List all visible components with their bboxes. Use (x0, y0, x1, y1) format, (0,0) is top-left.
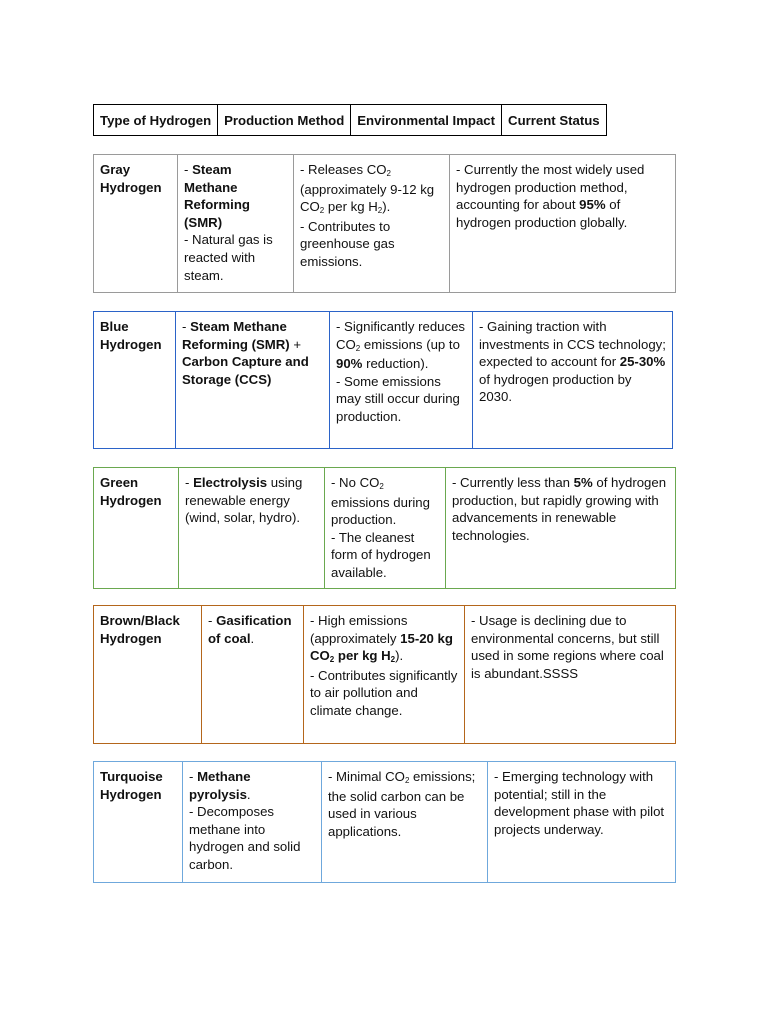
type-cell: Blue Hydrogen (94, 312, 176, 449)
brown-black-hydrogen-table (93, 605, 676, 744)
table-row (94, 762, 676, 883)
status-cell: - Usage is declining due to environmental concerns, but still used in some regions where coal is abundant.SSSS (465, 606, 676, 744)
impact-cell: - High emissions (approximately 15-20 kg $CO_2$ per kg $H_2$). - Contributes significantly to air pollution and climate change. (304, 606, 465, 744)
status-cell: - Currently the most widely used hydrogen production method, accounting for about 95% of hydrogen production globally. (450, 155, 676, 293)
method-cell: - Steam Methane Reforming (SMR) - Natural gas is reacted with steam. (178, 155, 294, 293)
impact-cell: - Significantly reduces $CO_2$ emissions (up to 90% reduction). - Some emissions may still occur during production. (330, 312, 473, 449)
header-type: Type of Hydrogen (94, 105, 218, 136)
header-impact: Environmental Impact (351, 105, 502, 136)
type-cell: Turquoise Hydrogen (94, 762, 183, 883)
type-cell: Gray Hydrogen (94, 155, 178, 293)
table-row (94, 468, 676, 589)
turquoise-hydrogen-table (93, 761, 676, 883)
table-row (94, 155, 676, 293)
type-cell: Green Hydrogen (94, 468, 179, 589)
header-status: Current Status (502, 105, 607, 136)
method-cell: - Gasification of coal. (202, 606, 304, 744)
method-cell: - Electrolysis using renewable energy (wind, solar, hydro). (179, 468, 325, 589)
method-cell: - Methane pyrolysis. - Decomposes methane into hydrogen and solid carbon. (183, 762, 322, 883)
green-hydrogen-table (93, 467, 676, 589)
type-cell: Brown/Black Hydrogen (94, 606, 202, 744)
header-row (94, 105, 607, 136)
method-cell: - Steam Methane Reforming (SMR) + Carbon Capture and Storage (CCS) (176, 312, 330, 449)
status-cell: - Emerging technology with potential; still in the development phase with pilot projects underway. (488, 762, 676, 883)
status-cell: - Gaining traction with investments in CCS technology; expected to account for 25-30% of hydrogen production by 2030. (473, 312, 673, 449)
impact-cell: - Minimal $CO_2$ emissions; the solid carbon can be used in various applications. (322, 762, 488, 883)
table-row (94, 606, 676, 744)
table-row (94, 312, 673, 449)
header-method: Production Method (218, 105, 351, 136)
header-table (93, 104, 607, 136)
status-cell: - Currently less than 5% of hydrogen production, but rapidly growing with advancements in renewable technologies. (446, 468, 676, 589)
impact-cell: - No $CO_2$ emissions during production. - The cleanest form of hydrogen available. (325, 468, 446, 589)
blue-hydrogen-table (93, 311, 673, 449)
impact-cell: - Releases $CO_2$ (approximately 9-12 kg $CO_2$ per kg $H_2$). - Contributes to greenhouse gas emissions. (294, 155, 450, 293)
gray-hydrogen-table (93, 154, 676, 293)
